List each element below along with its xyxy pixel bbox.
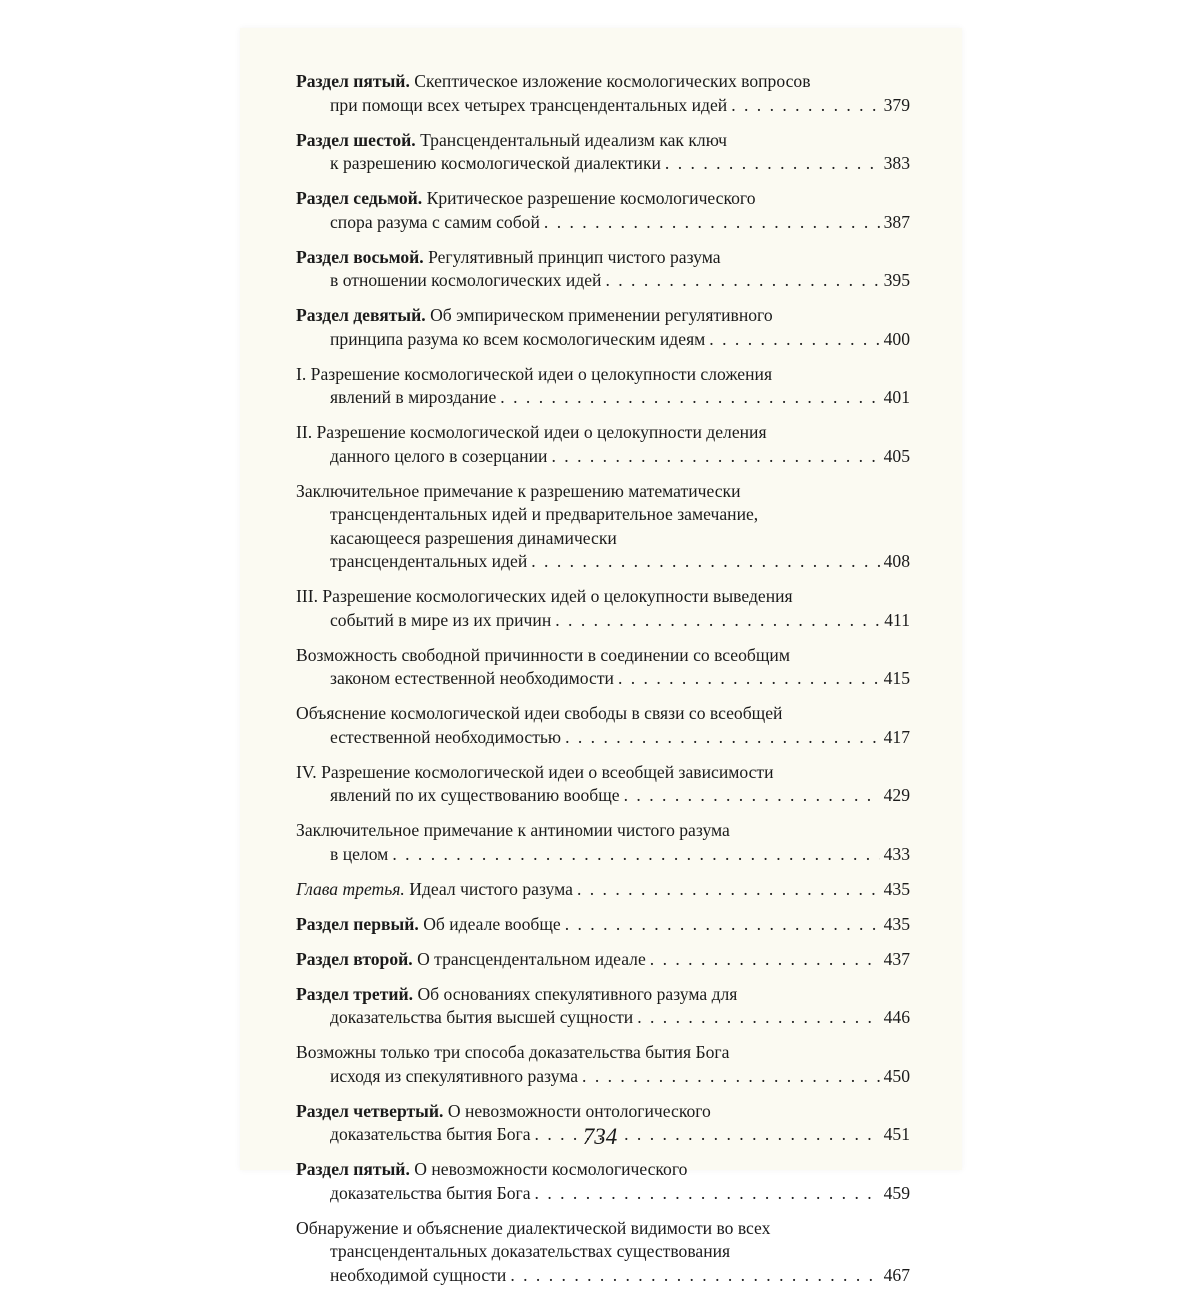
toc-entry-line — [296, 503, 910, 527]
toc-entry-text — [296, 948, 646, 972]
toc-entry-text — [330, 386, 496, 410]
toc-entry — [296, 761, 910, 808]
toc-entry-title: Объяснение космологической идеи свободы в связи со всеобщей — [296, 703, 783, 723]
dot-leader — [531, 550, 879, 574]
toc-entry-title: I. Разрешение космологической идеи о целокупности сложения — [296, 363, 773, 384]
toc-entry-title: Возможны только три способа доказательства бытия Бога — [296, 1042, 730, 1062]
toc-page-number: 459 — [883, 1182, 910, 1203]
toc-page-number: 387 — [883, 211, 910, 232]
section-label: Раздел седьмой. — [296, 188, 423, 208]
toc-entry-title: доказательства бытия Бога — [330, 1182, 531, 1203]
dot-leader — [731, 94, 879, 118]
toc-entry-title: явлений в мироздание — [330, 387, 497, 407]
toc-page-number: 435 — [883, 878, 910, 899]
toc-entry-text — [330, 1264, 506, 1288]
dot-leader — [709, 328, 879, 352]
section-label: Раздел четвертый. — [296, 1100, 444, 1121]
dot-leader — [618, 667, 880, 691]
toc-entry-text — [330, 445, 547, 469]
toc-page-number: 437 — [883, 948, 910, 969]
toc-entry-line — [296, 304, 910, 328]
toc-entry-line — [296, 550, 910, 574]
toc-entry-text — [330, 843, 388, 867]
toc-entry-title: Трансцендентальный идеализм как ключ — [420, 129, 728, 150]
dot-leader — [577, 878, 880, 902]
toc-entry-text — [330, 1006, 633, 1030]
toc-entry-text — [330, 550, 527, 574]
toc-entry-line — [296, 702, 910, 726]
toc-entry-line — [296, 1065, 910, 1089]
dot-leader — [637, 1006, 879, 1030]
toc-entry-text — [296, 913, 561, 937]
toc-entry-title: касающееся разрешения динамически — [330, 527, 617, 548]
toc-page-number: 433 — [883, 843, 910, 864]
dot-leader — [555, 609, 880, 633]
toc-page-number: 383 — [883, 153, 910, 173]
toc-page-number: 446 — [883, 1007, 910, 1027]
toc-entry-title: спора разума с самим собой — [330, 211, 540, 232]
toc-page-number: 401 — [883, 387, 910, 407]
toc-entry — [296, 480, 910, 574]
toc-entry-line — [296, 94, 910, 118]
dot-leader — [565, 726, 880, 750]
toc-entry-title: к разрешению космологической диалектики — [330, 153, 661, 173]
toc-entry — [296, 70, 910, 117]
toc-entry — [296, 1217, 910, 1288]
dot-leader — [510, 1264, 879, 1288]
toc-entry-title: в отношении космологических идей — [330, 270, 602, 290]
toc-entry-text — [330, 328, 705, 352]
toc-entry-title: необходимой сущности — [330, 1264, 507, 1285]
dot-leader — [551, 445, 879, 469]
toc-entry-title: исходя из спекулятивного разума — [330, 1065, 579, 1086]
toc-entry-line — [296, 1240, 910, 1264]
toc-entry-title: Регулятивный принцип чистого разума — [428, 246, 721, 267]
toc-entry-line — [296, 1264, 910, 1288]
toc-entry-line — [296, 246, 910, 270]
toc-entry-title: Обнаружение и объяснение диалектической видимости во всех — [296, 1217, 771, 1238]
toc-entry-title: О невозможности онтологического — [447, 1100, 711, 1121]
toc-entry-line — [296, 70, 910, 94]
toc-entry-title: доказательства бытия Бога — [330, 1124, 531, 1144]
toc-entry — [296, 1158, 910, 1205]
dot-leader — [650, 948, 880, 972]
toc-entry-title: трансцендентальных идей — [330, 551, 528, 571]
toc-entry-title: Об основаниях спекулятивного разума для — [417, 983, 738, 1004]
toc-page-number: 411 — [884, 609, 910, 630]
toc-entry — [296, 363, 910, 410]
toc-entry-title: О трансцендентальном идеале — [417, 948, 646, 969]
toc-entry-title: II. Разрешение космологической идеи о целокупности деления — [296, 422, 767, 442]
dot-leader — [392, 843, 879, 867]
toc-entry-line — [296, 843, 910, 867]
toc-entry-text — [330, 94, 727, 118]
toc-entry-line — [296, 784, 910, 808]
section-label: Раздел третий. — [296, 983, 414, 1004]
toc-entry-line — [296, 480, 910, 504]
toc-entry-line — [296, 913, 910, 937]
section-label: Раздел первый. — [296, 913, 419, 934]
section-label: Раздел восьмой. — [296, 246, 424, 267]
toc-page-number: 450 — [883, 1065, 910, 1086]
toc-entry-title: явлений по их существованию вообще — [330, 785, 620, 805]
toc-entry-title: в целом — [330, 843, 389, 864]
toc-entry-line — [296, 667, 910, 691]
toc-entry-title: Скептическое изложение космологических вопросов — [414, 71, 811, 91]
toc-entry-title: доказательства бытия высшей сущности — [330, 1007, 634, 1027]
toc-entry-title: Критическое разрешение космологического — [426, 188, 756, 208]
toc-entry-text — [330, 784, 620, 808]
toc-entry-text — [330, 1065, 578, 1089]
toc-entry — [296, 913, 910, 937]
toc-entry-line — [296, 386, 910, 410]
toc-entry-title: Об эмпирическом применении регулятивного — [430, 305, 773, 325]
toc-entry-line — [296, 585, 910, 609]
toc-entry-title: Заключительное примечание к антиномии чистого разума — [296, 820, 730, 840]
toc-entry-line — [296, 819, 910, 843]
section-label: Раздел девятый. — [296, 305, 426, 325]
toc-page-number: 379 — [883, 94, 910, 115]
toc-page-number: 451 — [883, 1124, 910, 1144]
toc-entry — [296, 304, 910, 351]
toc-entry — [296, 819, 910, 866]
toc-entry — [296, 421, 910, 468]
toc-entry-title: IV. Разрешение космологической идеи о всеобщей зависимости — [296, 761, 774, 782]
toc-entry-line — [296, 983, 910, 1007]
toc-entry-text — [330, 152, 661, 176]
toc-page-number: 395 — [883, 270, 910, 290]
dot-leader — [624, 784, 880, 808]
toc-entry-line — [296, 1100, 910, 1124]
toc-entry — [296, 983, 910, 1030]
toc-entry-line — [296, 644, 910, 668]
toc-entry-line — [296, 328, 910, 352]
toc-entry — [296, 585, 910, 632]
toc-entry-line — [296, 129, 910, 153]
toc-page-number: 415 — [883, 668, 910, 688]
toc-entry — [296, 1041, 910, 1088]
section-label: Раздел пятый. — [296, 1159, 410, 1179]
toc-entry-text — [330, 609, 551, 633]
toc-entry-title: законом естественной необходимости — [330, 668, 614, 688]
toc-entry-text — [330, 211, 540, 235]
toc-entry-line — [296, 1182, 910, 1206]
page-number: 734 — [582, 1124, 618, 1149]
toc-entry-line — [296, 527, 910, 551]
toc-entry — [296, 246, 910, 293]
toc-entry-title: Заключительное примечание к разрешению математически — [296, 480, 741, 501]
toc-entry-text — [330, 667, 614, 691]
toc-entry-line — [296, 445, 910, 469]
toc-entry-text — [330, 726, 561, 750]
toc-entry-line — [296, 421, 910, 445]
toc-page-number: 429 — [883, 785, 910, 805]
chapter-label: Глава третья. — [296, 878, 405, 899]
dot-leader — [665, 152, 880, 176]
toc-entry — [296, 948, 910, 972]
dot-leader — [500, 386, 879, 410]
toc-entry-title: при помощи всех четырех трансцендентальных идей — [330, 94, 728, 115]
toc-entry-title: событий в мире из их причин — [330, 609, 552, 630]
section-label: Раздел шестой. — [296, 129, 416, 150]
dot-leader — [535, 1182, 880, 1206]
toc-page-number: 405 — [883, 445, 910, 466]
toc-page-number: 417 — [883, 726, 910, 747]
dot-leader — [565, 913, 880, 937]
toc-entry — [296, 878, 910, 902]
toc-page-number: 408 — [883, 551, 910, 571]
toc-entry-line — [296, 152, 910, 176]
toc-entry-line — [296, 187, 910, 211]
toc-entry-line — [296, 761, 910, 785]
toc-entry-text — [296, 878, 573, 902]
toc-entry — [296, 644, 910, 691]
toc-entry-title: Об идеале вообще — [423, 913, 561, 934]
toc-entry-line — [296, 1158, 910, 1182]
dot-leader — [544, 211, 880, 235]
toc-page-number: 435 — [883, 913, 910, 934]
toc-entry-title: данного целого в созерцании — [330, 445, 548, 466]
table-of-contents — [296, 70, 910, 1299]
toc-entry — [296, 129, 910, 176]
toc-entry-line — [296, 1006, 910, 1030]
toc-entry-line — [296, 948, 910, 972]
toc-entry-title: принципа разума ко всем космологическим идеям — [330, 328, 706, 349]
toc-entry-line — [296, 878, 910, 902]
toc-entry-title: Возможность свободной причинности в соединении со всеобщим — [296, 644, 790, 665]
toc-entry-line — [296, 726, 910, 750]
dot-leader — [605, 269, 879, 293]
toc-entry-line — [296, 1041, 910, 1065]
toc-page-number: 467 — [883, 1264, 910, 1285]
section-label: Раздел пятый. — [296, 71, 410, 91]
toc-entry-title: Идеал чистого разума — [409, 878, 573, 899]
toc-entry-text — [330, 269, 601, 293]
toc-entry — [296, 702, 910, 749]
toc-entry-line — [296, 269, 910, 293]
toc-page-number: 400 — [883, 328, 910, 349]
section-label: Раздел второй. — [296, 948, 413, 969]
toc-entry-title: естественной необходимостью — [330, 726, 562, 747]
toc-entry-title: О невозможности космологического — [414, 1159, 688, 1179]
toc-entry-title: трансцендентальных доказательствах существования — [330, 1241, 731, 1261]
toc-entry-text — [330, 1182, 531, 1206]
toc-entry-line — [296, 211, 910, 235]
toc-entry-line — [296, 363, 910, 387]
toc-entry-title: трансцендентальных идей и предварительное замечание, — [330, 504, 759, 524]
toc-entry-line — [296, 609, 910, 633]
toc-entry-title: III. Разрешение космологических идей о целокупности выведения — [296, 586, 793, 606]
toc-entry — [296, 187, 910, 234]
dot-leader — [582, 1065, 880, 1089]
toc-entry-line — [296, 1217, 910, 1241]
